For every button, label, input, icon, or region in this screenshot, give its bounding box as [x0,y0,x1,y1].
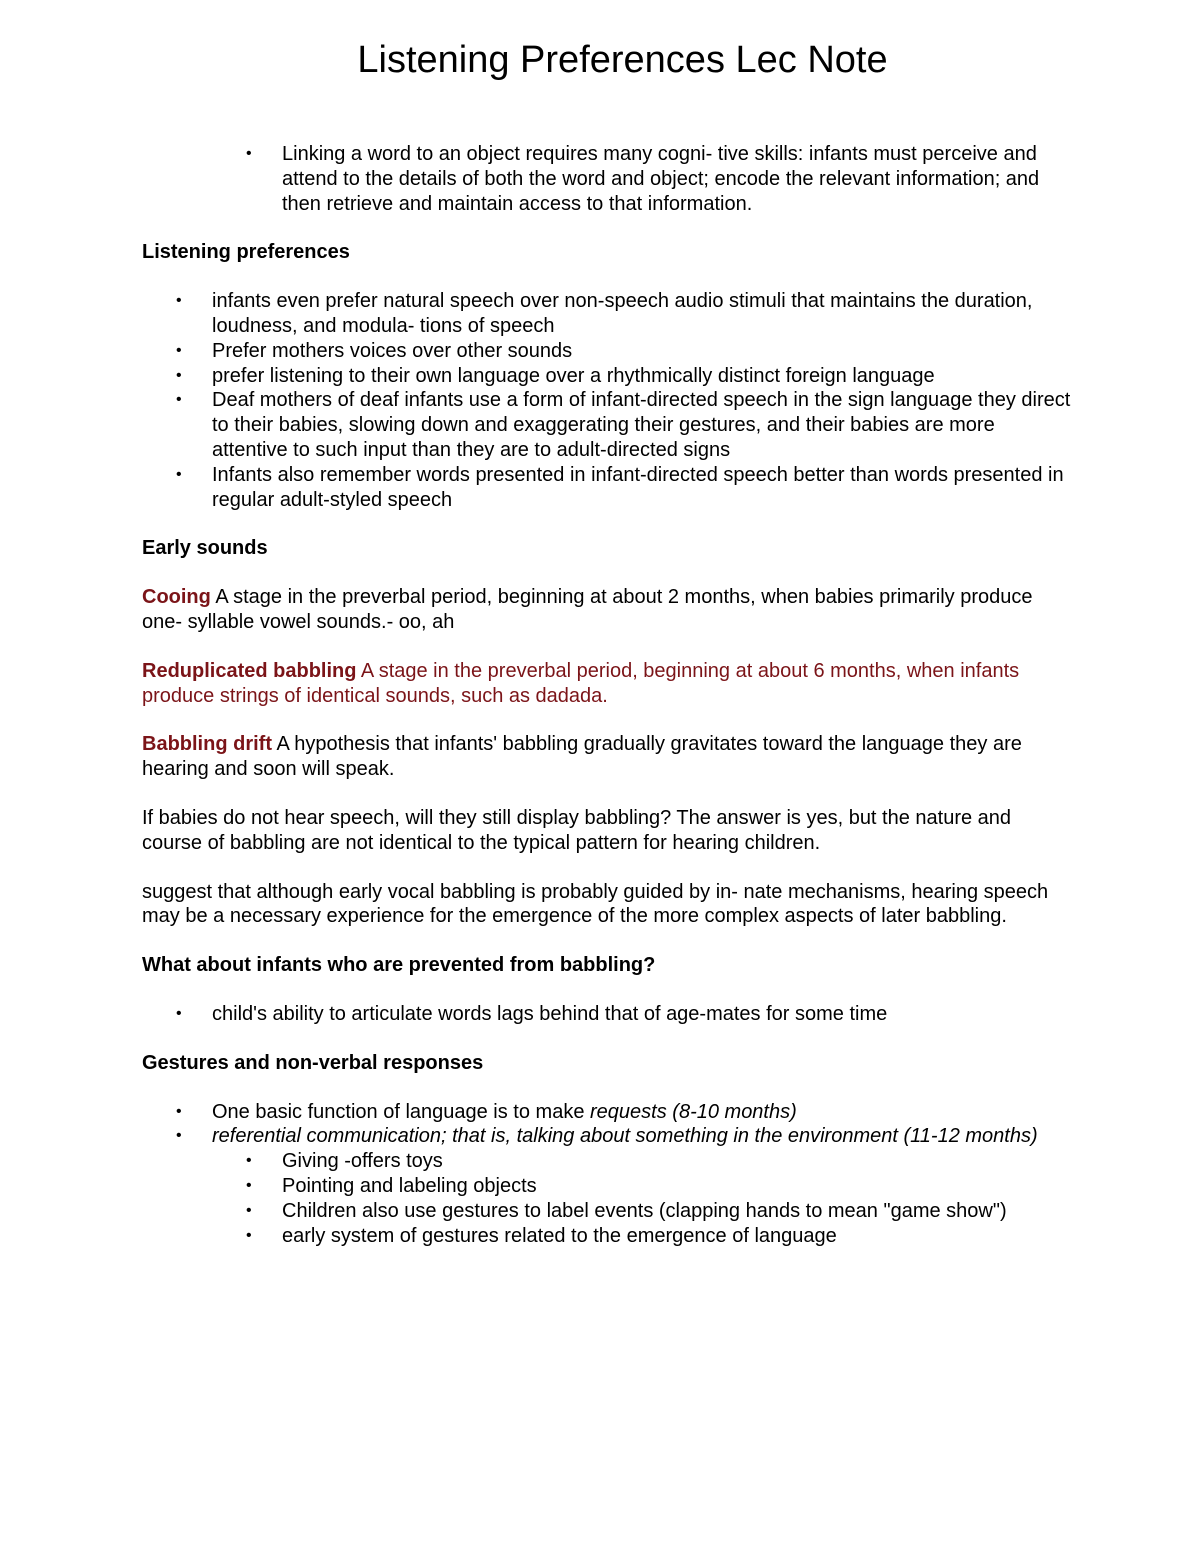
sub-list-item-text: Pointing and labeling objects [282,1174,537,1197]
bullet-icon: • [176,465,182,483]
list-item [176,339,1072,364]
document-body [142,142,1072,1272]
list-item-text: Prefer mothers voices over other sounds [212,339,573,362]
list-item-text: child's ability to articulate words lags behind that of age-mates for some time [212,1002,888,1025]
sub-list-item-text: Giving -offers toys [282,1150,443,1173]
reduplicated-babbling-term: Reduplicated babbling [142,659,357,682]
bullet-icon: • [246,1226,252,1244]
list-item-text: Deaf mothers of deaf infants use a form of infant-directed speech in the sign language they direct to their babies, slowing down and exaggerating their gestures, and their babies are more attentive to such input than they are to adult-directed signs [212,389,1071,461]
bullet-icon: • [246,1176,252,1194]
bullet-icon: • [176,1004,182,1022]
intro-bullet-list [142,142,1072,216]
list-item [176,388,1072,462]
bullet-icon: • [176,341,182,359]
section-heading-gestures: Gestures and non-verbal responses [142,1051,484,1074]
reduplicated-babbling-definition [142,659,1072,709]
suggest-paragraph: suggest that although early vocal babbling is probably guided by in- nate mechanisms, hearing speech may be a necessary experience for the emergence of the more complex aspects of later babbling. [142,880,1049,928]
sub-list-item-text: early system of gestures related to the emergence of language [282,1224,837,1247]
list-item [176,463,1072,513]
babbling-drift-definition [142,732,1072,782]
sub-list-item-text: Children also use gestures to label events (clapping hands to mean "game show") [282,1199,1007,1222]
list-item [176,364,1072,389]
bullet-icon: • [176,1127,182,1145]
babbling-drift-term: Babbling drift [142,733,272,756]
bullet-icon: • [176,292,182,310]
gestures-bullet-list [142,1100,1072,1249]
list-item-italic-text: referential communication; that is, talking about something in the environment (11-12 months) [212,1125,1038,1148]
gestures-sub-bullet-list [212,1149,1072,1248]
reduplicated-babbling-text: A stage in the preverbal period, beginning at about 6 months, when infants produce strings of identical sounds, such as dadada. [142,659,1020,707]
section-heading-early-sounds: Early sounds [142,537,268,560]
bullet-icon: • [246,1201,252,1219]
bullet-icon: • [246,145,252,162]
cooing-definition [142,585,1072,635]
section-heading-prevented: What about infants who are prevented from babbling? [142,954,656,977]
cooing-term: Cooing [142,586,211,609]
list-item [176,1100,1072,1125]
list-item-text: prefer listening to their own language over a rhythmically distinct foreign language [212,364,935,387]
sub-list-item [246,1174,1072,1199]
list-item-text: One basic function of language is to make [212,1100,591,1123]
babbling-drift-text: A hypothesis that infants' babbling gradually gravitates toward the language they are hearing and soon will speak. [142,733,1022,781]
list-item [176,1124,1072,1248]
list-item [246,142,1072,216]
page-title: Listening Preferences Lec Note [357,39,888,81]
bullet-icon: • [176,366,182,384]
section-heading-listening: Listening preferences [142,241,350,264]
list-item-text: Infants also remember words presented in infant-directed speech better than words presented in regular adult-styled speech [212,463,1064,511]
prevented-bullet-list [142,1002,1072,1027]
bullet-icon: • [176,391,182,409]
deaf-babbling-paragraph: If babies do not hear speech, will they still display babbling? The answer is yes, but the nature and course of babbling are not identical to the typical pattern for hearing children. [142,806,1012,854]
listening-bullet-list [142,289,1072,512]
sub-list-item [246,1149,1072,1174]
bullet-icon: • [176,1102,182,1120]
sub-list-item [246,1224,1072,1249]
list-item-text: Linking a word to an object requires many cogni- tive skills: infants must perceive and attend to the details of both the word and object; encode the relevant information; and then retrieve and maintain access to that information. [282,143,1040,215]
list-item-italic-text: requests (8-10 months) [590,1100,797,1123]
bullet-icon: • [246,1152,252,1170]
cooing-text: A stage in the preverbal period, beginning at about 2 months, when babies primarily produce one- syllable vowel sounds.- oo, ah [142,586,1033,633]
list-item-text: infants even prefer natural speech over non-speech audio stimuli that maintains the duration, loudness, and modula- tions of speech [212,290,1033,337]
sub-list-item [246,1199,1072,1224]
list-item [176,1002,1072,1027]
list-item [176,289,1072,339]
